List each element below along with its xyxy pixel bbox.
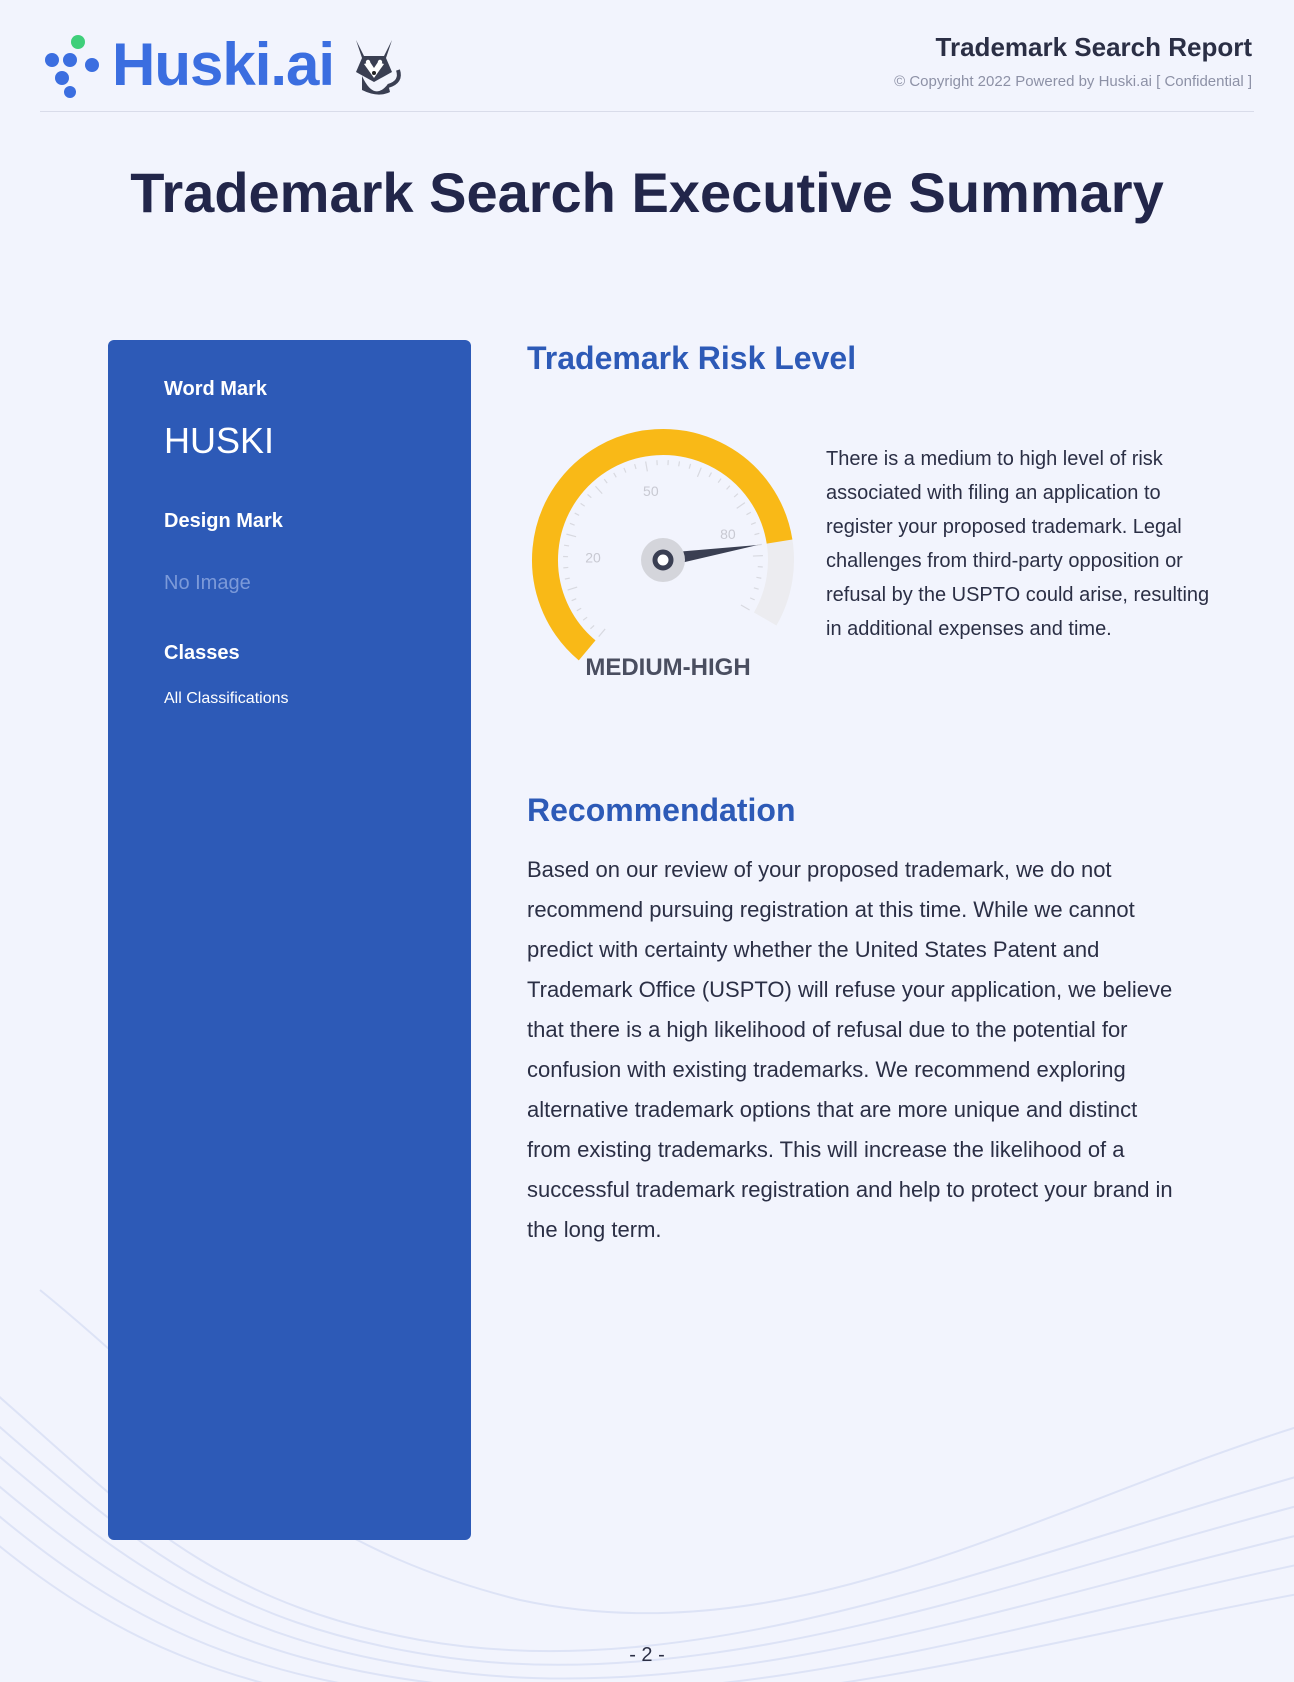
gauge-tick	[575, 513, 579, 515]
gauge-tick	[746, 512, 750, 514]
logo-dots-icon	[40, 32, 106, 98]
husky-mascot-icon	[342, 32, 406, 98]
gauge-tick	[565, 578, 570, 579]
gauge-tick	[568, 587, 578, 590]
classes-value: All Classifications	[164, 690, 289, 707]
gauge-tick	[635, 464, 636, 469]
gauge-tick	[570, 523, 575, 525]
gauge-tick	[564, 545, 569, 546]
page-number: - 2 -	[629, 1644, 665, 1666]
gauge-tick	[599, 629, 605, 637]
gauge-tick-label-20: 20	[585, 549, 601, 566]
word-mark-value: HUSKI	[164, 420, 275, 461]
gauge-tick	[756, 577, 761, 578]
recommendation-text: Based on our review of your proposed trademark, we do not recommend pursuing registration at this time. While we cannot predict with certainty whether the United States Patent and Trademark Office (USPTO) will refuse your application, we believe that there is a high likelihood of refusal due to the potential for confusion with existing trademarks. We recommend exploring alternative trademark options that are more unique and distinct from existing trademarks. This will increase the likelihood of a successful trademark registration and help to protect your brand in the long term.	[527, 857, 1173, 1242]
gauge-tick	[583, 617, 587, 620]
risk-level-title: Trademark Risk Level	[527, 340, 857, 376]
gauge-tick	[572, 599, 577, 601]
gauge-tick	[566, 534, 576, 537]
gauge-tick	[614, 473, 616, 477]
report-header	[894, 32, 1252, 90]
gauge-tick	[727, 486, 730, 490]
gauge-tick	[590, 625, 594, 628]
page-title: Trademark Search Executive Summary	[130, 161, 1164, 224]
header-divider	[40, 111, 1254, 112]
gauge-tick-label-50: 50	[643, 483, 659, 500]
gauge-tick	[737, 503, 745, 509]
logo-wordmark: Huski.ai	[112, 31, 335, 98]
gauge-tick	[577, 608, 581, 611]
gauge-tick	[734, 494, 738, 497]
gauge-tick-label-80: 80	[720, 525, 736, 542]
gauge-tick	[646, 462, 648, 472]
gauge-tick	[689, 464, 690, 469]
gauge-tick	[741, 605, 750, 610]
design-mark-label: Design Mark	[164, 510, 283, 532]
risk-gauge	[520, 415, 810, 690]
gauge-tick	[604, 479, 607, 483]
copyright-notice: © Copyright 2022 Powered by Huski.ai [ Confidential ]	[894, 73, 1252, 90]
huski-logo	[40, 30, 406, 100]
gauge-tick	[581, 503, 585, 506]
gauge-tick	[624, 468, 626, 473]
gauge-tick	[595, 486, 602, 493]
gauge-tick	[750, 598, 755, 600]
design-mark-value: No Image	[164, 572, 251, 594]
risk-level-label: MEDIUM-HIGH	[585, 654, 751, 681]
report-title: Trademark Search Report	[935, 32, 1252, 62]
gauge-tick	[754, 588, 759, 589]
recommendation-title: Recommendation	[527, 792, 796, 828]
gauge-tick	[679, 461, 680, 466]
gauge-tick	[718, 479, 721, 483]
gauge-tick	[751, 523, 756, 525]
word-mark-label: Word Mark	[164, 378, 267, 400]
gauge-tick	[709, 473, 711, 477]
gauge-tick	[588, 494, 592, 497]
mark-details-panel	[108, 340, 471, 1540]
classes-label: Classes	[164, 642, 240, 664]
gauge-tick	[755, 533, 760, 534]
gauge-tick	[697, 468, 701, 477]
risk-description: There is a medium to high level of risk associated with filing an application to register your proposed trademark. Legal challenges from third-party opposition or refusal by the USPTO could arise, resulting in additional expenses and time.	[826, 448, 1210, 640]
gauge-hub-center	[655, 552, 671, 568]
